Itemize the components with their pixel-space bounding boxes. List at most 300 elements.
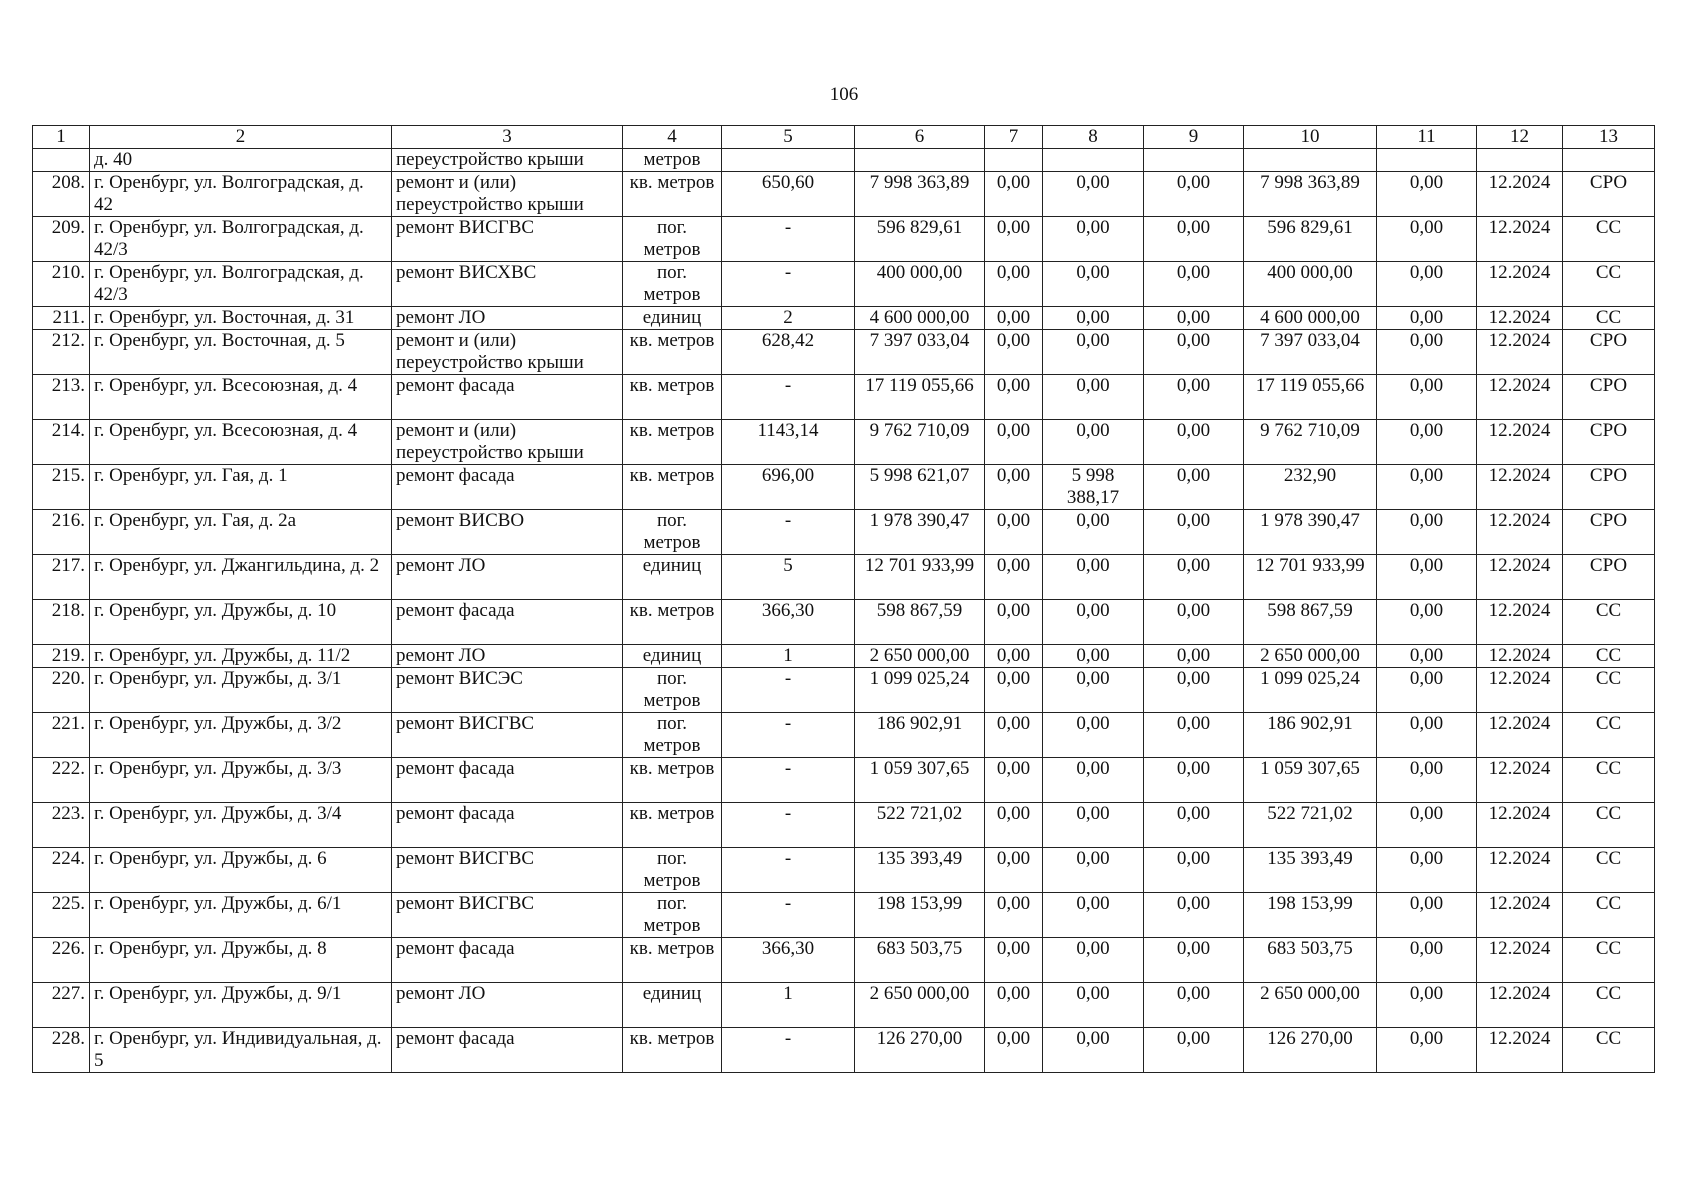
method-cell: СС	[1563, 645, 1655, 668]
completion-date-cell: 12.2024	[1477, 330, 1563, 375]
address-cell: г. Оренбург, ул. Восточная, д. 31	[90, 307, 392, 330]
owner-funds-cell: 12 701 933,99	[1244, 555, 1377, 600]
row-number-cell: 223.	[33, 803, 90, 848]
other-amount-cell: 0,00	[1144, 262, 1244, 307]
owner-funds-cell: 198 153,99	[1244, 893, 1377, 938]
unit-cell: кв. метров	[623, 375, 722, 420]
other-amount-cell: 0,00	[1144, 510, 1244, 555]
table-row	[33, 262, 1655, 307]
fund-amount-cell	[985, 149, 1043, 172]
completion-date-cell: 12.2024	[1477, 938, 1563, 983]
fund-amount-cell: 0,00	[985, 803, 1043, 848]
address-cell: г. Оренбург, ул. Индивидуальная, д. 5	[90, 1028, 392, 1073]
work-type-cell: ремонт фасада	[392, 465, 623, 510]
owner-funds-cell: 135 393,49	[1244, 848, 1377, 893]
row-number-cell: 219.	[33, 645, 90, 668]
owner-funds-cell: 2 650 000,00	[1244, 983, 1377, 1028]
unit-cell: кв. метров	[623, 600, 722, 645]
header-cell: 9	[1144, 126, 1244, 149]
row-number-cell: 212.	[33, 330, 90, 375]
other-funds-cell	[1377, 149, 1477, 172]
method-cell: СС	[1563, 217, 1655, 262]
other-funds-cell: 0,00	[1377, 848, 1477, 893]
table-row	[33, 983, 1655, 1028]
method-cell: СС	[1563, 262, 1655, 307]
table-row	[33, 172, 1655, 217]
total-cost-cell: 1 978 390,47	[855, 510, 985, 555]
method-cell: СС	[1563, 983, 1655, 1028]
unit-cell: метров	[623, 149, 722, 172]
method-cell: СС	[1563, 307, 1655, 330]
row-number-cell: 215.	[33, 465, 90, 510]
owner-funds-cell: 683 503,75	[1244, 938, 1377, 983]
work-type-cell: ремонт и (или) переустройство крыши	[392, 330, 623, 375]
work-type-cell: ремонт ВИСГВС	[392, 217, 623, 262]
owner-funds-cell: 186 902,91	[1244, 713, 1377, 758]
volume-cell: -	[722, 848, 855, 893]
fund-amount-cell: 0,00	[985, 713, 1043, 758]
table-row	[33, 420, 1655, 465]
other-amount-cell: 0,00	[1144, 465, 1244, 510]
other-funds-cell: 0,00	[1377, 1028, 1477, 1073]
work-type-cell: ремонт фасада	[392, 600, 623, 645]
table-row	[33, 555, 1655, 600]
other-amount-cell: 0,00	[1144, 893, 1244, 938]
table-row	[33, 938, 1655, 983]
fund-amount-cell: 0,00	[985, 465, 1043, 510]
total-cost-cell: 522 721,02	[855, 803, 985, 848]
address-cell: г. Оренбург, ул. Дружбы, д. 3/4	[90, 803, 392, 848]
volume-cell: -	[722, 375, 855, 420]
table-row	[33, 758, 1655, 803]
method-cell	[1563, 149, 1655, 172]
unit-cell: кв. метров	[623, 172, 722, 217]
address-cell: г. Оренбург, ул. Дружбы, д. 6	[90, 848, 392, 893]
other-funds-cell: 0,00	[1377, 713, 1477, 758]
address-cell: г. Оренбург, ул. Дружбы, д. 3/1	[90, 668, 392, 713]
budget-amount-cell: 0,00	[1043, 420, 1144, 465]
header-cell: 5	[722, 126, 855, 149]
volume-cell: -	[722, 262, 855, 307]
volume-cell	[722, 149, 855, 172]
fund-amount-cell: 0,00	[985, 510, 1043, 555]
other-funds-cell: 0,00	[1377, 555, 1477, 600]
header-cell: 12	[1477, 126, 1563, 149]
total-cost-cell	[855, 149, 985, 172]
volume-cell: -	[722, 758, 855, 803]
budget-amount-cell: 0,00	[1043, 307, 1144, 330]
completion-date-cell: 12.2024	[1477, 848, 1563, 893]
volume-cell: -	[722, 1028, 855, 1073]
budget-amount-cell: 0,00	[1043, 848, 1144, 893]
table-row	[33, 600, 1655, 645]
other-funds-cell: 0,00	[1377, 645, 1477, 668]
work-type-cell: ремонт ВИСГВС	[392, 713, 623, 758]
other-amount-cell: 0,00	[1144, 848, 1244, 893]
other-amount-cell: 0,00	[1144, 555, 1244, 600]
header-cell: 2	[90, 126, 392, 149]
completion-date-cell: 12.2024	[1477, 1028, 1563, 1073]
unit-cell: пог. метров	[623, 848, 722, 893]
work-type-cell: ремонт фасада	[392, 938, 623, 983]
other-amount-cell: 0,00	[1144, 645, 1244, 668]
address-cell: г. Оренбург, ул. Дружбы, д. 6/1	[90, 893, 392, 938]
row-number-cell: 225.	[33, 893, 90, 938]
owner-funds-cell: 1 978 390,47	[1244, 510, 1377, 555]
budget-amount-cell: 0,00	[1043, 758, 1144, 803]
owner-funds-cell: 598 867,59	[1244, 600, 1377, 645]
other-funds-cell: 0,00	[1377, 893, 1477, 938]
other-funds-cell: 0,00	[1377, 262, 1477, 307]
method-cell: СС	[1563, 600, 1655, 645]
header-cell: 6	[855, 126, 985, 149]
completion-date-cell: 12.2024	[1477, 465, 1563, 510]
other-amount-cell: 0,00	[1144, 713, 1244, 758]
header-cell: 8	[1043, 126, 1144, 149]
completion-date-cell: 12.2024	[1477, 645, 1563, 668]
unit-cell: кв. метров	[623, 465, 722, 510]
table-row	[33, 645, 1655, 668]
table-row	[33, 375, 1655, 420]
row-number-cell: 224.	[33, 848, 90, 893]
method-cell: СС	[1563, 848, 1655, 893]
work-type-cell: ремонт ВИСВО	[392, 510, 623, 555]
method-cell: СРО	[1563, 420, 1655, 465]
address-cell: г. Оренбург, ул. Дружбы, д. 3/3	[90, 758, 392, 803]
owner-funds-cell: 126 270,00	[1244, 1028, 1377, 1073]
row-number-cell: 221.	[33, 713, 90, 758]
other-funds-cell: 0,00	[1377, 375, 1477, 420]
table-row	[33, 217, 1655, 262]
budget-amount-cell: 0,00	[1043, 262, 1144, 307]
other-funds-cell: 0,00	[1377, 758, 1477, 803]
budget-amount-cell: 0,00	[1043, 1028, 1144, 1073]
other-funds-cell: 0,00	[1377, 172, 1477, 217]
row-number-cell: 211.	[33, 307, 90, 330]
total-cost-cell: 4 600 000,00	[855, 307, 985, 330]
method-cell: СРО	[1563, 330, 1655, 375]
address-cell: г. Оренбург, ул. Гая, д. 2а	[90, 510, 392, 555]
fund-amount-cell: 0,00	[985, 420, 1043, 465]
table-row	[33, 330, 1655, 375]
table-row	[33, 1028, 1655, 1073]
volume-cell: -	[722, 713, 855, 758]
table-row	[33, 848, 1655, 893]
row-number-cell: 210.	[33, 262, 90, 307]
other-amount-cell: 0,00	[1144, 668, 1244, 713]
unit-cell: кв. метров	[623, 330, 722, 375]
owner-funds-cell: 9 762 710,09	[1244, 420, 1377, 465]
completion-date-cell: 12.2024	[1477, 555, 1563, 600]
unit-cell: пог. метров	[623, 893, 722, 938]
other-funds-cell: 0,00	[1377, 330, 1477, 375]
other-amount-cell: 0,00	[1144, 1028, 1244, 1073]
row-number-cell: 208.	[33, 172, 90, 217]
table-row	[33, 307, 1655, 330]
method-cell: СС	[1563, 713, 1655, 758]
fund-amount-cell: 0,00	[985, 645, 1043, 668]
owner-funds-cell: 4 600 000,00	[1244, 307, 1377, 330]
total-cost-cell: 2 650 000,00	[855, 983, 985, 1028]
table-row	[33, 668, 1655, 713]
budget-amount-cell: 0,00	[1043, 938, 1144, 983]
header-cell: 7	[985, 126, 1043, 149]
budget-amount-cell: 0,00	[1043, 375, 1144, 420]
fund-amount-cell: 0,00	[985, 555, 1043, 600]
volume-cell: 5	[722, 555, 855, 600]
other-funds-cell: 0,00	[1377, 803, 1477, 848]
row-number-cell	[33, 149, 90, 172]
other-funds-cell: 0,00	[1377, 983, 1477, 1028]
fund-amount-cell: 0,00	[985, 262, 1043, 307]
owner-funds-cell	[1244, 149, 1377, 172]
budget-amount-cell: 0,00	[1043, 893, 1144, 938]
row-number-cell: 216.	[33, 510, 90, 555]
work-type-cell: ремонт ЛО	[392, 645, 623, 668]
volume-cell: 1143,14	[722, 420, 855, 465]
completion-date-cell: 12.2024	[1477, 375, 1563, 420]
other-funds-cell: 0,00	[1377, 420, 1477, 465]
fund-amount-cell: 0,00	[985, 668, 1043, 713]
row-number-cell: 227.	[33, 983, 90, 1028]
total-cost-cell: 7 397 033,04	[855, 330, 985, 375]
work-type-cell: ремонт фасада	[392, 803, 623, 848]
work-type-cell: ремонт фасада	[392, 1028, 623, 1073]
table-row	[33, 149, 1655, 172]
fund-amount-cell: 0,00	[985, 600, 1043, 645]
fund-amount-cell: 0,00	[985, 1028, 1043, 1073]
unit-cell: единиц	[623, 645, 722, 668]
completion-date-cell: 12.2024	[1477, 420, 1563, 465]
unit-cell: кв. метров	[623, 758, 722, 803]
completion-date-cell: 12.2024	[1477, 600, 1563, 645]
budget-amount-cell: 5 998 388,17	[1043, 465, 1144, 510]
unit-cell: пог. метров	[623, 668, 722, 713]
volume-cell: -	[722, 217, 855, 262]
row-number-cell: 220.	[33, 668, 90, 713]
row-number-cell: 222.	[33, 758, 90, 803]
address-cell: д. 40	[90, 149, 392, 172]
work-type-cell: ремонт ВИСГВС	[392, 893, 623, 938]
address-cell: г. Оренбург, ул. Дружбы, д. 9/1	[90, 983, 392, 1028]
row-number-cell: 228.	[33, 1028, 90, 1073]
other-amount-cell: 0,00	[1144, 420, 1244, 465]
owner-funds-cell: 17 119 055,66	[1244, 375, 1377, 420]
work-type-cell: ремонт и (или) переустройство крыши	[392, 172, 623, 217]
budget-amount-cell: 0,00	[1043, 217, 1144, 262]
row-number-cell: 209.	[33, 217, 90, 262]
method-cell: СРО	[1563, 510, 1655, 555]
address-cell: г. Оренбург, ул. Дружбы, д. 8	[90, 938, 392, 983]
fund-amount-cell: 0,00	[985, 758, 1043, 803]
completion-date-cell: 12.2024	[1477, 713, 1563, 758]
address-cell: г. Оренбург, ул. Гая, д. 1	[90, 465, 392, 510]
address-cell: г. Оренбург, ул. Дружбы, д. 3/2	[90, 713, 392, 758]
work-type-cell: ремонт ВИСХВС	[392, 262, 623, 307]
unit-cell: пог. метров	[623, 217, 722, 262]
budget-amount-cell: 0,00	[1043, 600, 1144, 645]
fund-amount-cell: 0,00	[985, 983, 1043, 1028]
address-cell: г. Оренбург, ул. Всесоюзная, д. 4	[90, 375, 392, 420]
method-cell: СРО	[1563, 375, 1655, 420]
fund-amount-cell: 0,00	[985, 893, 1043, 938]
table-row	[33, 713, 1655, 758]
other-funds-cell: 0,00	[1377, 938, 1477, 983]
budget-amount-cell: 0,00	[1043, 803, 1144, 848]
work-type-cell: ремонт и (или) переустройство крыши	[392, 420, 623, 465]
method-cell: СРО	[1563, 465, 1655, 510]
work-type-cell: ремонт ВИСГВС	[392, 848, 623, 893]
completion-date-cell: 12.2024	[1477, 262, 1563, 307]
method-cell: СРО	[1563, 555, 1655, 600]
address-cell: г. Оренбург, ул. Волгоградская, д. 42/3	[90, 262, 392, 307]
volume-cell: 1	[722, 645, 855, 668]
column-number-header-row	[33, 126, 1655, 149]
unit-cell: единиц	[623, 555, 722, 600]
owner-funds-cell: 7 998 363,89	[1244, 172, 1377, 217]
owner-funds-cell: 7 397 033,04	[1244, 330, 1377, 375]
other-funds-cell: 0,00	[1377, 600, 1477, 645]
unit-cell: пог. метров	[623, 713, 722, 758]
volume-cell: 628,42	[722, 330, 855, 375]
work-type-cell: ремонт ВИСЭС	[392, 668, 623, 713]
budget-amount-cell: 0,00	[1043, 330, 1144, 375]
other-amount-cell: 0,00	[1144, 758, 1244, 803]
completion-date-cell: 12.2024	[1477, 307, 1563, 330]
other-amount-cell: 0,00	[1144, 983, 1244, 1028]
other-funds-cell: 0,00	[1377, 668, 1477, 713]
total-cost-cell: 5 998 621,07	[855, 465, 985, 510]
unit-cell: кв. метров	[623, 1028, 722, 1073]
other-amount-cell	[1144, 149, 1244, 172]
fund-amount-cell: 0,00	[985, 848, 1043, 893]
fund-amount-cell: 0,00	[985, 938, 1043, 983]
header-cell: 4	[623, 126, 722, 149]
completion-date-cell: 12.2024	[1477, 893, 1563, 938]
total-cost-cell: 683 503,75	[855, 938, 985, 983]
table-row	[33, 803, 1655, 848]
fund-amount-cell: 0,00	[985, 330, 1043, 375]
other-funds-cell: 0,00	[1377, 217, 1477, 262]
header-cell: 3	[392, 126, 623, 149]
address-cell: г. Оренбург, ул. Джангильдина, д. 2	[90, 555, 392, 600]
volume-cell: -	[722, 668, 855, 713]
method-cell: СС	[1563, 1028, 1655, 1073]
other-funds-cell: 0,00	[1377, 510, 1477, 555]
address-cell: г. Оренбург, ул. Восточная, д. 5	[90, 330, 392, 375]
row-number-cell: 226.	[33, 938, 90, 983]
total-cost-cell: 9 762 710,09	[855, 420, 985, 465]
address-cell: г. Оренбург, ул. Дружбы, д. 11/2	[90, 645, 392, 668]
row-number-cell: 213.	[33, 375, 90, 420]
header-cell: 10	[1244, 126, 1377, 149]
other-amount-cell: 0,00	[1144, 217, 1244, 262]
completion-date-cell: 12.2024	[1477, 217, 1563, 262]
budget-amount-cell: 0,00	[1043, 645, 1144, 668]
header-cell: 13	[1563, 126, 1655, 149]
other-amount-cell: 0,00	[1144, 375, 1244, 420]
completion-date-cell: 12.2024	[1477, 510, 1563, 555]
owner-funds-cell: 522 721,02	[1244, 803, 1377, 848]
total-cost-cell: 126 270,00	[855, 1028, 985, 1073]
completion-date-cell: 12.2024	[1477, 668, 1563, 713]
budget-amount-cell	[1043, 149, 1144, 172]
unit-cell: единиц	[623, 307, 722, 330]
unit-cell: пог. метров	[623, 262, 722, 307]
work-type-cell: ремонт ЛО	[392, 555, 623, 600]
total-cost-cell: 1 059 307,65	[855, 758, 985, 803]
other-funds-cell: 0,00	[1377, 307, 1477, 330]
total-cost-cell: 400 000,00	[855, 262, 985, 307]
owner-funds-cell: 2 650 000,00	[1244, 645, 1377, 668]
budget-amount-cell: 0,00	[1043, 510, 1144, 555]
owner-funds-cell: 400 000,00	[1244, 262, 1377, 307]
other-amount-cell: 0,00	[1144, 600, 1244, 645]
owner-funds-cell: 1 059 307,65	[1244, 758, 1377, 803]
table-row	[33, 893, 1655, 938]
address-cell: г. Оренбург, ул. Всесоюзная, д. 4	[90, 420, 392, 465]
table-row	[33, 510, 1655, 555]
volume-cell: -	[722, 893, 855, 938]
unit-cell: кв. метров	[623, 938, 722, 983]
volume-cell: 2	[722, 307, 855, 330]
unit-cell: кв. метров	[623, 803, 722, 848]
unit-cell: единиц	[623, 983, 722, 1028]
row-number-cell: 218.	[33, 600, 90, 645]
other-amount-cell: 0,00	[1144, 330, 1244, 375]
table-body	[33, 126, 1655, 1073]
volume-cell: 1	[722, 983, 855, 1028]
header-cell: 11	[1377, 126, 1477, 149]
other-amount-cell: 0,00	[1144, 938, 1244, 983]
total-cost-cell: 198 153,99	[855, 893, 985, 938]
volume-cell: -	[722, 803, 855, 848]
volume-cell: 650,60	[722, 172, 855, 217]
budget-amount-cell: 0,00	[1043, 172, 1144, 217]
address-cell: г. Оренбург, ул. Волгоградская, д. 42/3	[90, 217, 392, 262]
address-cell: г. Оренбург, ул. Волгоградская, д. 42	[90, 172, 392, 217]
other-amount-cell: 0,00	[1144, 307, 1244, 330]
completion-date-cell	[1477, 149, 1563, 172]
total-cost-cell: 12 701 933,99	[855, 555, 985, 600]
budget-amount-cell: 0,00	[1043, 983, 1144, 1028]
work-type-cell: переустройство крыши	[392, 149, 623, 172]
volume-cell: 696,00	[722, 465, 855, 510]
total-cost-cell: 596 829,61	[855, 217, 985, 262]
work-type-cell: ремонт фасада	[392, 758, 623, 803]
total-cost-cell: 7 998 363,89	[855, 172, 985, 217]
fund-amount-cell: 0,00	[985, 307, 1043, 330]
owner-funds-cell: 596 829,61	[1244, 217, 1377, 262]
total-cost-cell: 2 650 000,00	[855, 645, 985, 668]
method-cell: СС	[1563, 938, 1655, 983]
other-amount-cell: 0,00	[1144, 172, 1244, 217]
volume-cell: 366,30	[722, 938, 855, 983]
work-type-cell: ремонт фасада	[392, 375, 623, 420]
volume-cell: 366,30	[722, 600, 855, 645]
method-cell: СС	[1563, 668, 1655, 713]
work-type-cell: ремонт ЛО	[392, 983, 623, 1028]
volume-cell: -	[722, 510, 855, 555]
completion-date-cell: 12.2024	[1477, 758, 1563, 803]
total-cost-cell: 135 393,49	[855, 848, 985, 893]
row-number-cell: 217.	[33, 555, 90, 600]
total-cost-cell: 186 902,91	[855, 713, 985, 758]
table-row	[33, 465, 1655, 510]
fund-amount-cell: 0,00	[985, 172, 1043, 217]
work-type-cell: ремонт ЛО	[392, 307, 623, 330]
address-cell: г. Оренбург, ул. Дружбы, д. 10	[90, 600, 392, 645]
